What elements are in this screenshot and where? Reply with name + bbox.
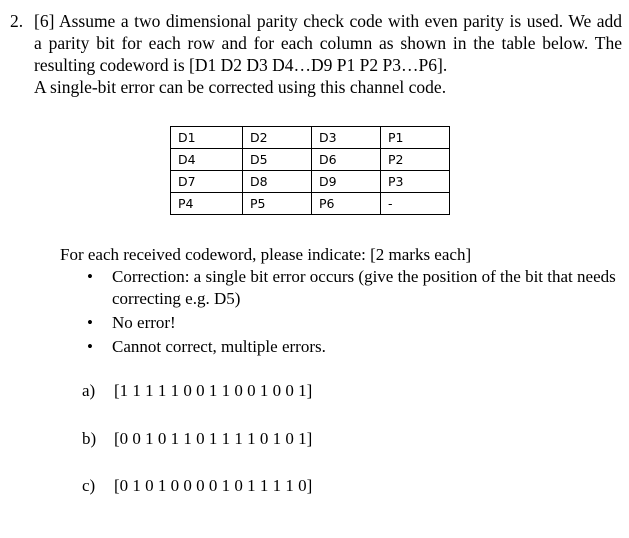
table-cell: D1 bbox=[171, 127, 243, 149]
table-row bbox=[171, 149, 450, 171]
instruction-text: For each received codeword, please indicate: [2 marks each] bbox=[60, 245, 472, 264]
table-cell: - bbox=[381, 193, 450, 215]
table-row bbox=[171, 193, 450, 215]
table-cell: D5 bbox=[243, 149, 312, 171]
bullet-icon: • bbox=[87, 267, 93, 286]
bullet-icon: • bbox=[87, 313, 93, 332]
table-row bbox=[171, 171, 450, 193]
table-cell: P2 bbox=[381, 149, 450, 171]
question-text bbox=[34, 10, 622, 98]
subpart-label: c) bbox=[82, 476, 96, 495]
table-cell: D6 bbox=[312, 149, 381, 171]
table-cell: P5 bbox=[243, 193, 312, 215]
option-no-error: No error! bbox=[112, 313, 176, 332]
subpart-codeword: [1 1 1 1 1 0 0 1 1 0 0 1 0 0 1] bbox=[114, 381, 313, 400]
subpart-label: a) bbox=[82, 381, 96, 400]
table-cell: P6 bbox=[312, 193, 381, 215]
question-line-1: [6] Assume a two dimensional parity check code with even parity is used. We add bbox=[34, 11, 622, 31]
question-line-2: a parity bit for each row and for each column as shown in the table below. The bbox=[34, 33, 622, 53]
table-cell: P3 bbox=[381, 171, 450, 193]
table-cell: D4 bbox=[171, 149, 243, 171]
list-item bbox=[84, 266, 617, 310]
option-cannot-correct: Cannot correct, multiple errors. bbox=[112, 337, 326, 356]
subpart-a bbox=[82, 380, 312, 402]
table-cell: D2 bbox=[243, 127, 312, 149]
subpart-b bbox=[82, 428, 312, 450]
list-item bbox=[84, 336, 617, 358]
table-row bbox=[171, 127, 450, 149]
question-line-4: A single-bit error can be corrected using this channel code. bbox=[34, 77, 447, 97]
parity-table bbox=[170, 126, 450, 215]
table-cell: D9 bbox=[312, 171, 381, 193]
option-correction: Correction: a single bit error occurs (give the position of the bit that needs correcting e.g. D5) bbox=[112, 267, 616, 308]
subpart-codeword: [0 0 1 0 1 1 0 1 1 1 1 0 1 0 1] bbox=[114, 429, 313, 448]
table-cell: P4 bbox=[171, 193, 243, 215]
bullet-icon: • bbox=[87, 337, 93, 356]
table-cell: D3 bbox=[312, 127, 381, 149]
table-cell: D8 bbox=[243, 171, 312, 193]
subpart-c bbox=[82, 475, 312, 497]
table-cell: D7 bbox=[171, 171, 243, 193]
subpart-codeword: [0 1 0 1 0 0 0 0 1 0 1 1 1 1 0] bbox=[114, 476, 313, 495]
table-cell: P1 bbox=[381, 127, 450, 149]
question-line-3: resulting codeword is [D1 D2 D3 D4…D9 P1 P2 P3…P6]. bbox=[34, 55, 448, 75]
options-list bbox=[84, 266, 617, 360]
subpart-label: b) bbox=[82, 429, 97, 448]
list-item bbox=[84, 312, 617, 334]
question-number: 2. bbox=[10, 11, 24, 31]
